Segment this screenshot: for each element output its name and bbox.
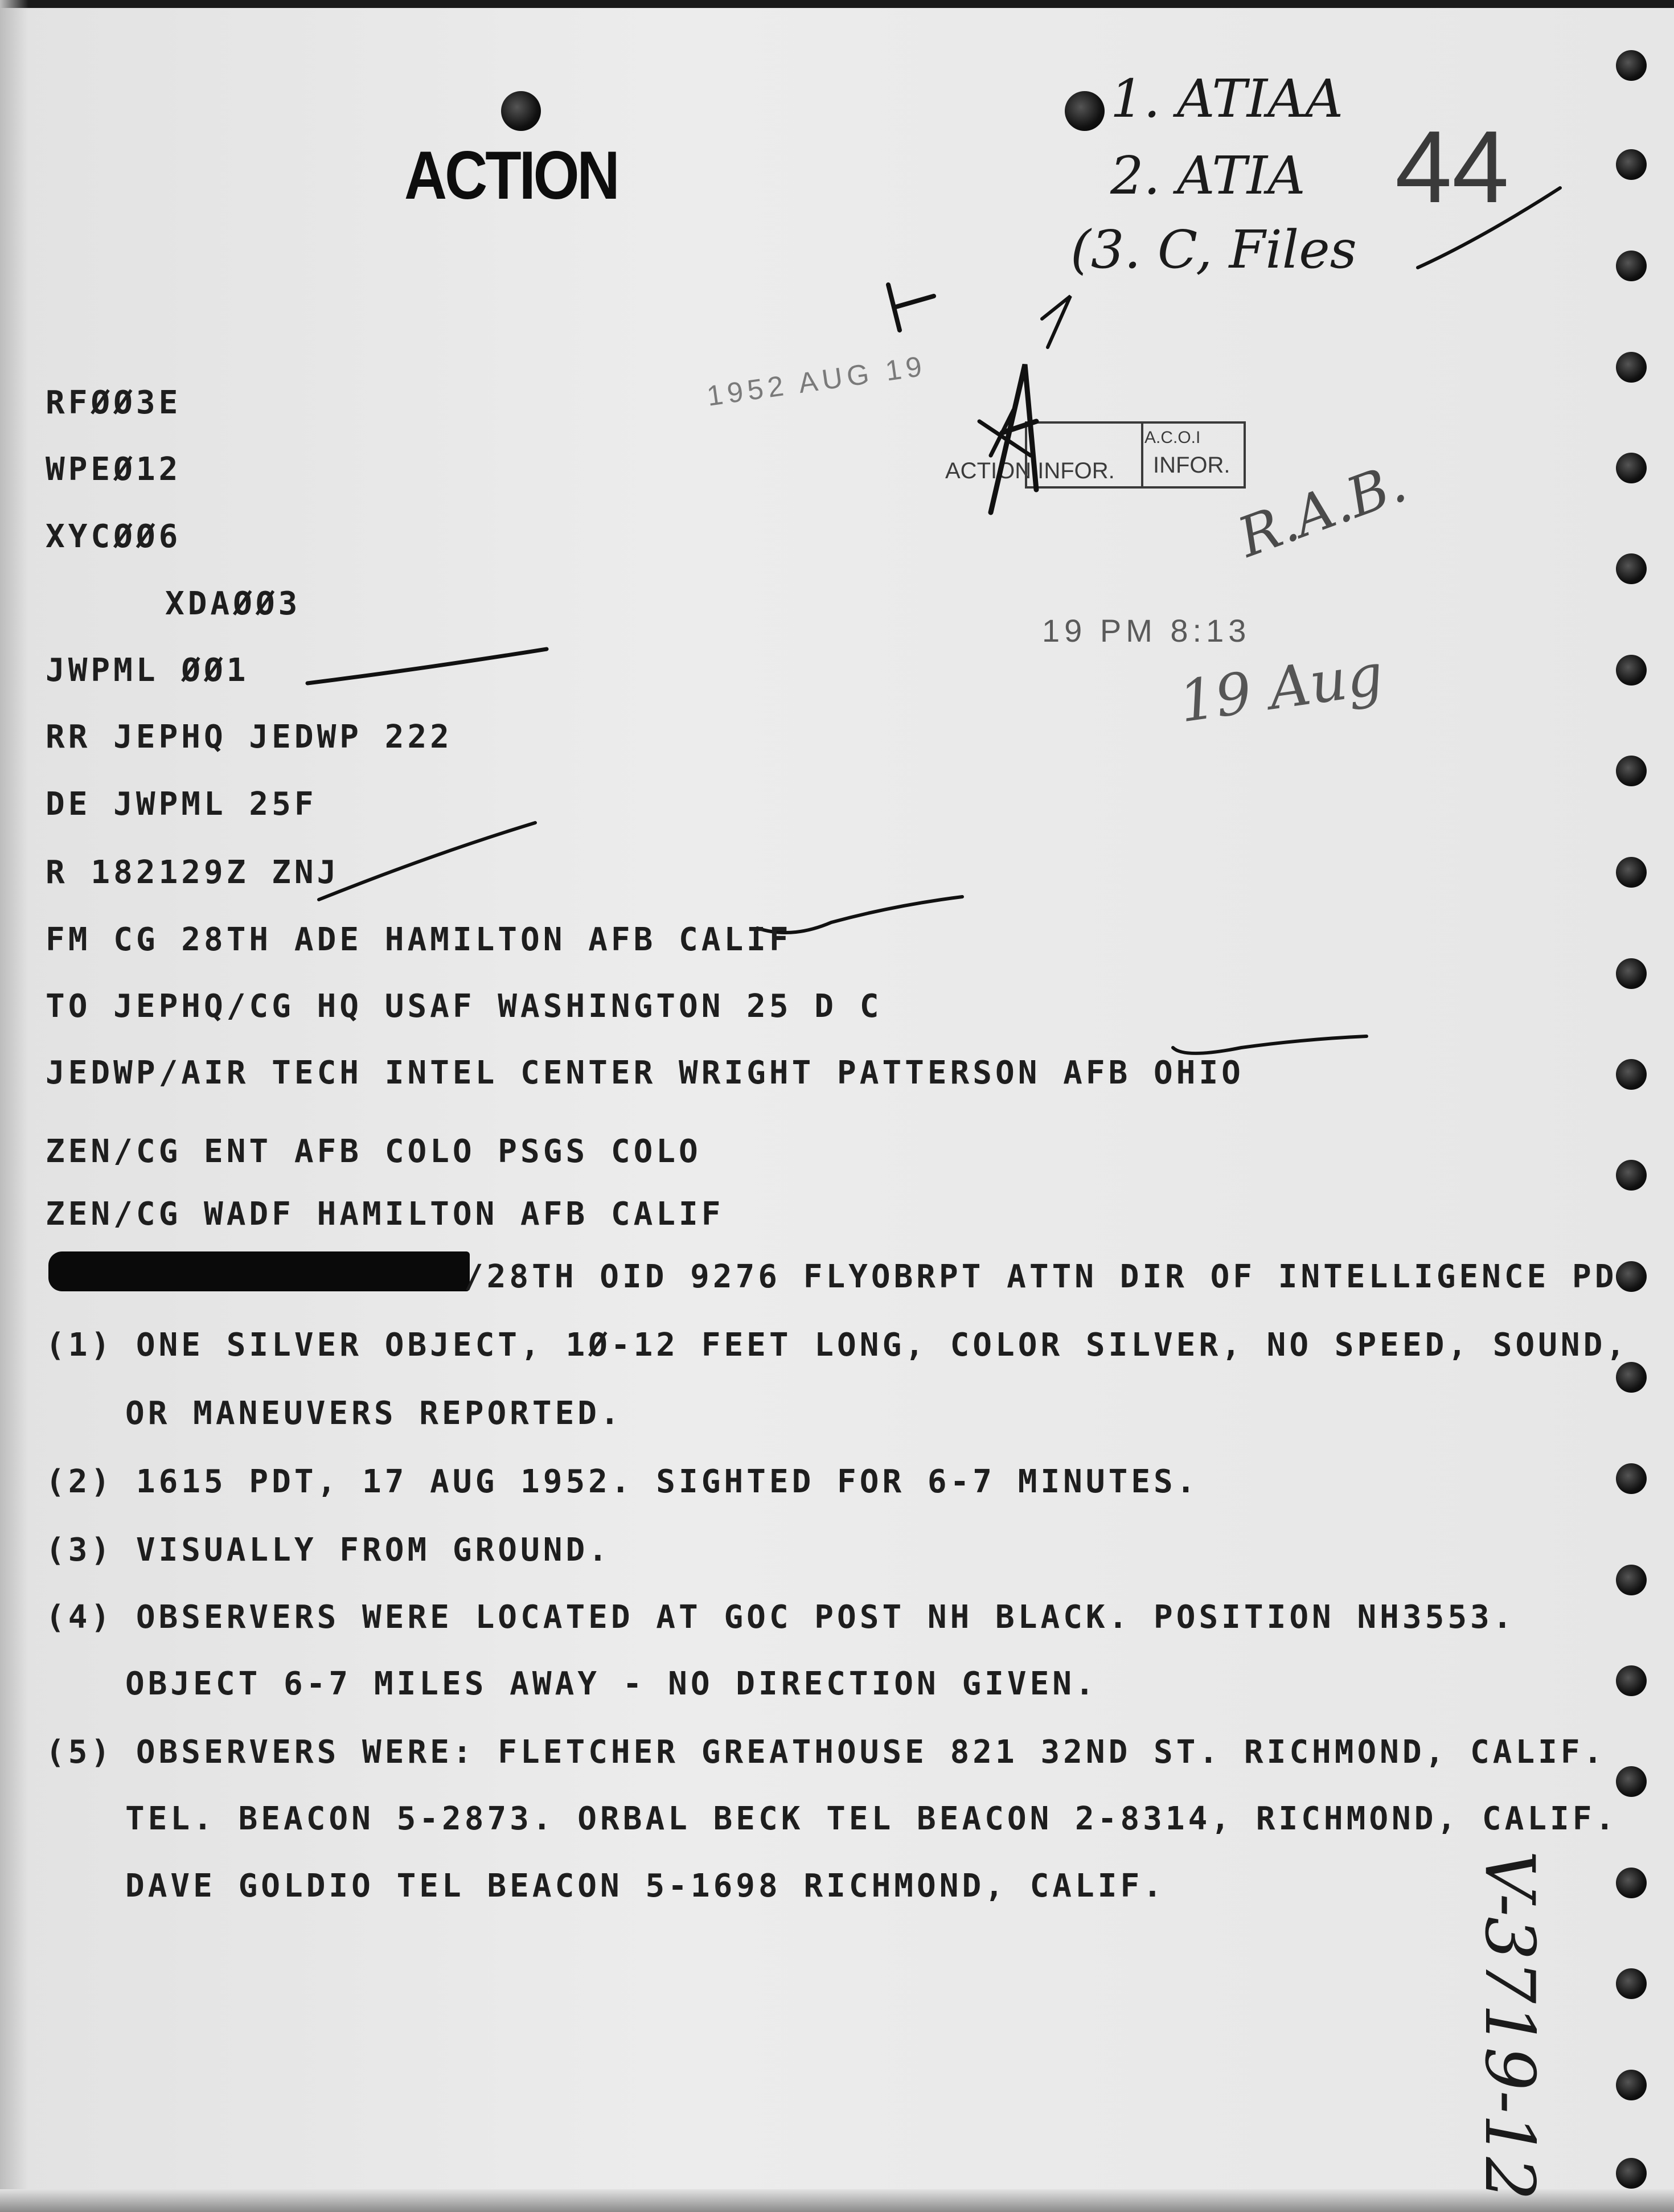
routing-infor-label: INFOR.: [1153, 453, 1230, 478]
info-addressee-line: ZEN/CG WADF HAMILTON AFB CALIF: [46, 1196, 724, 1233]
subject-line: /28TH OID 9276 FLYOBRPT ATTN DIR OF INTELLIGENCE PD: [464, 1258, 1618, 1295]
handwritten-routing-3: (3. C, Files: [1070, 219, 1357, 280]
report-item-1: (1) ONE SILVER OBJECT, 1Ø-12 FEET LONG, COLOR SILVER, NO SPEED, SOUND,: [46, 1327, 1629, 1364]
routing-line: XYCØØ6: [46, 518, 182, 555]
from-line: FM CG 28TH ADE HAMILTON AFB CALIF: [46, 921, 792, 958]
received-time-stamp: 19 PM 8:13: [1042, 613, 1251, 649]
handwritten-routing-2: 2. ATIA: [1110, 145, 1306, 206]
routing-header: A.C.O.I: [1144, 428, 1201, 447]
report-item-3: (3) VISUALLY FROM GROUND.: [46, 1532, 611, 1569]
underline-mark: [1173, 1036, 1367, 1053]
routing-stroke: [1418, 188, 1560, 268]
initial-mark: [888, 285, 934, 330]
handwritten-routing-1: 1. ATIAA: [1110, 68, 1344, 129]
initial-mark: [1042, 296, 1070, 347]
report-item-5-cont: DAVE GOLDIO TEL BEACON 5-1698 RICHMOND, CALIF.: [125, 1868, 1166, 1905]
handwritten-date-note: 19 Aug: [1175, 641, 1388, 736]
report-item-1-cont: OR MANEUVERS REPORTED.: [125, 1395, 623, 1432]
redaction-bar: [48, 1251, 470, 1291]
routing-line: XDAØØ3: [165, 585, 301, 622]
routing-line: WPEØ12: [46, 451, 182, 488]
report-item-5: (5) OBSERVERS WERE: FLETCHER GREATHOUSE 821 32ND ST. RICHMOND, CALIF.: [46, 1734, 1606, 1771]
report-item-4: (4) OBSERVERS WERE LOCATED AT GOC POST NH BLACK. POSITION NH3553.: [46, 1599, 1516, 1636]
handwritten-document-number: V-3719-12: [1470, 1850, 1549, 2201]
routing-line: DE JWPML 25F: [46, 786, 317, 823]
to-line: TO JEPHQ/CG HQ USAF WASHINGTON 25 D C: [46, 988, 883, 1025]
underline-mark: [319, 823, 535, 900]
report-item-5-cont: TEL. BEACON 5-2873. ORBAL BECK TEL BEACON 2-8314, RICHMOND, CALIF.: [125, 1800, 1618, 1837]
routing-line: RFØØ3E: [46, 384, 182, 421]
handwritten-initials: R.A.B.: [1230, 450, 1414, 570]
routing-line: RR JEPHQ JEDWP 222: [46, 719, 453, 756]
underline-mark: [307, 649, 547, 683]
info-addressee-line: ZEN/CG ENT AFB COLO PSGS COLO: [46, 1133, 701, 1170]
report-item-2: (2) 1615 PDT, 17 AUG 1952. SIGHTED FOR 6-7 MINUTES.: [46, 1463, 1199, 1500]
info-addressee-line: JEDWP/AIR TECH INTEL CENTER WRIGHT PATTERSON AFB OHIO: [46, 1054, 1244, 1091]
routing-action-label: ACTION INFOR.: [945, 458, 1115, 483]
report-item-4-cont: OBJECT 6-7 MILES AWAY - NO DIRECTION GIVEN.: [125, 1665, 1098, 1702]
action-stamp: ACTION: [404, 138, 618, 214]
received-date-stamp: 1952 AUG 19: [704, 350, 929, 412]
routing-line: JWPML ØØ1: [46, 652, 249, 689]
routing-line: R 182129Z ZNJ: [46, 854, 340, 891]
handwritten-file-number: 44: [1395, 110, 1509, 224]
